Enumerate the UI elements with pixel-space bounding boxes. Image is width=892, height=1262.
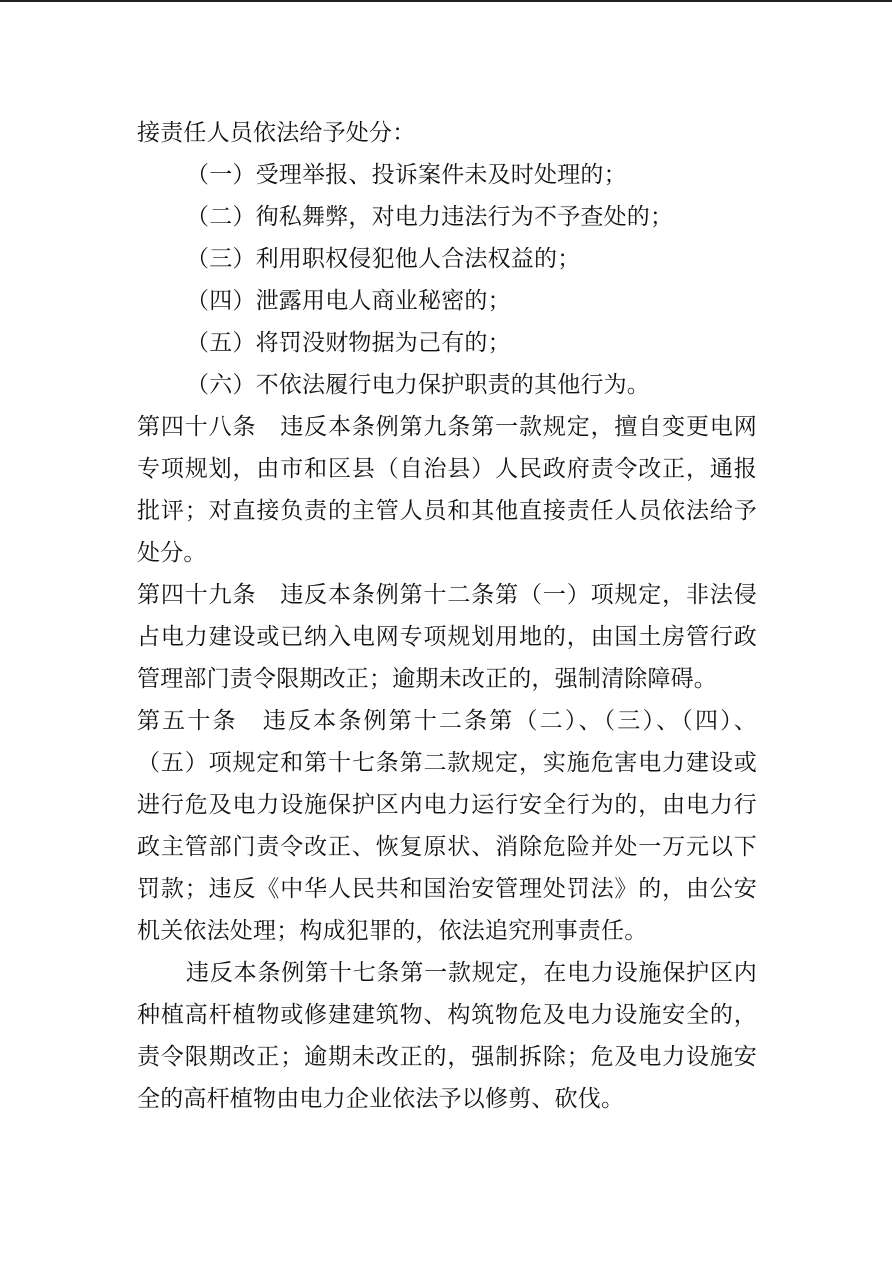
article-50-line-6: 机关依法处理；构成犯罪的，依法追究刑事责任。 [137,918,648,944]
text-line: 接责任人员依法给予处分： [137,120,416,146]
article-50-line-4: 政主管部门责令改正、恢复原状、消除危险并处一万元以下 [137,834,757,860]
list-item-2: （二）徇私舞弊，对电力违法行为不予查处的； [186,204,674,230]
list-item-3: （三）利用职权侵犯他人合法权益的； [186,246,581,272]
list-item-4: （四）泄露用电人商业秘密的； [186,288,511,314]
article-50-line-3: 进行危及电力设施保护区内电力运行安全行为的，由电力行 [137,792,757,818]
article-50-line-1: 第五十条 违反本条例第十二条第（二）、（三）、（四）、 [137,708,757,734]
list-item-1: （一）受理举报、投诉案件未及时处理的； [186,162,627,188]
paragraph-line-4: 全的高杆植物由电力企业依法予以修剪、砍伐。 [137,1086,625,1112]
paragraph-line-3: 责令限期改正；逾期未改正的，强制拆除；危及电力设施安 [137,1044,757,1070]
paragraph-line-2: 种植高杆植物或修建建筑物、构筑物危及电力设施安全的， [137,1002,757,1028]
article-50-line-5: 罚款；违反《中华人民共和国治安管理处罚法》的，由公安 [137,876,757,902]
list-item-6: （六）不依法履行电力保护职责的其他行为。 [186,372,650,398]
article-48-line-3: 批评；对直接负责的主管人员和其他直接责任人员依法给予 [137,498,757,524]
article-49-line-1: 第四十九条 违反本条例第十二条第（一）项规定，非法侵 [137,582,757,608]
article-48-line-1: 第四十八条 违反本条例第九条第一款规定，擅自变更电网 [137,414,757,440]
list-item-5: （五）将罚没财物据为己有的； [186,330,511,356]
article-50-line-2: （五）项规定和第十七条第二款规定，实施危害电力建设或 [137,750,757,776]
article-49-line-2: 占电力建设或已纳入电网专项规划用地的，由国土房管行政 [137,624,757,650]
article-49-line-3: 管理部门责令限期改正；逾期未改正的，强制清除障碍。 [137,666,717,692]
paragraph-line-1: 违反本条例第十七条第一款规定，在电力设施保护区内 [186,960,757,986]
article-48-line-4: 处分。 [137,540,207,566]
article-48-line-2: 专项规划，由市和区县（自治县）人民政府责令改正，通报 [137,456,757,482]
